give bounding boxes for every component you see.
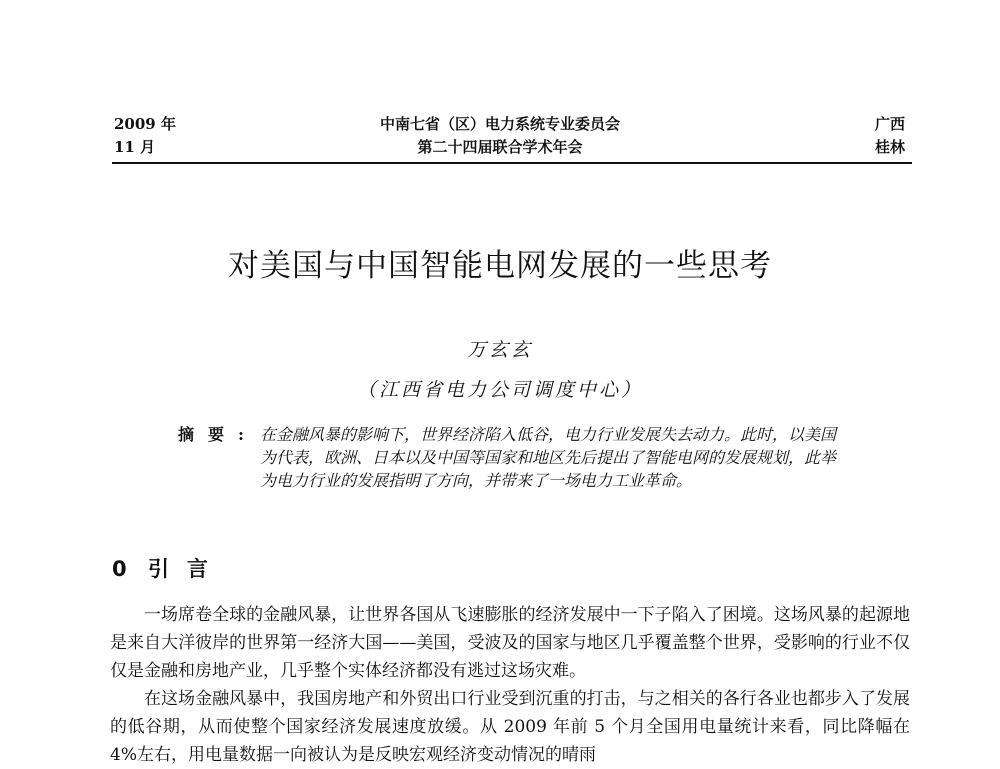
header-conference [300,113,700,159]
abstract-label: 摘要: [178,425,258,444]
section-number: 0 [112,557,127,581]
body-paragraph: 一场席卷全球的金融风暴，让世界各国从飞速膨胀的经济发展中一下子陷入了困境。这场风暴的起源地是来自大洋彼岸的世界第一经济大国——美国，受波及的国家与地区几乎覆盖整个世界，受影响的行业不仅仅是金融和房地产业，几乎整个实体经济都没有逃过这场灾难。 [110,605,910,681]
header-city: 桂林 [874,138,905,156]
author-affiliation: （江西省电力公司调度中心） [356,379,643,401]
body-paragraph: 在这场金融风暴中，我国房地产和外贸出口行业受到沉重的打击，与之相关的各行各业也都步入了发展的低谷期，从而使整个国家经济发展速度放缓。从 2009 年前 5 个月全国用电量统计来看，同比降幅在 4%左右，用电量数据一向被认为是反映宏观经济变动情况的晴雨 [110,689,910,765]
section-title: 引言 [147,557,226,581]
header-committee: 中南七省（区）电力系统专业委员会 [379,115,620,133]
section-heading [112,553,226,583]
header-date [114,113,176,159]
author-name: 万玄玄 [466,339,533,361]
header-conference-name: 第二十四届联合学术年会 [417,138,583,156]
header-year: 2009 年 [114,115,176,133]
abstract-block [178,423,848,492]
header-divider [112,162,912,164]
paper-title: 对美国与中国智能电网发展的一些思考 [228,248,772,284]
body-text [110,601,910,769]
header-province: 广西 [874,115,905,133]
header-location [875,113,905,159]
abstract-text: 在金融风暴的影响下，世界经济陷入低谷，电力行业发展失去动力。此时，以美国为代表，欧洲、日本以及中国等国家和地区先后提出了智能电网的发展规划，此举为电力行业的发展指明了方向，并带来了一场电力工业革命。 [260,425,837,490]
header-month: 11 月 [114,138,156,156]
